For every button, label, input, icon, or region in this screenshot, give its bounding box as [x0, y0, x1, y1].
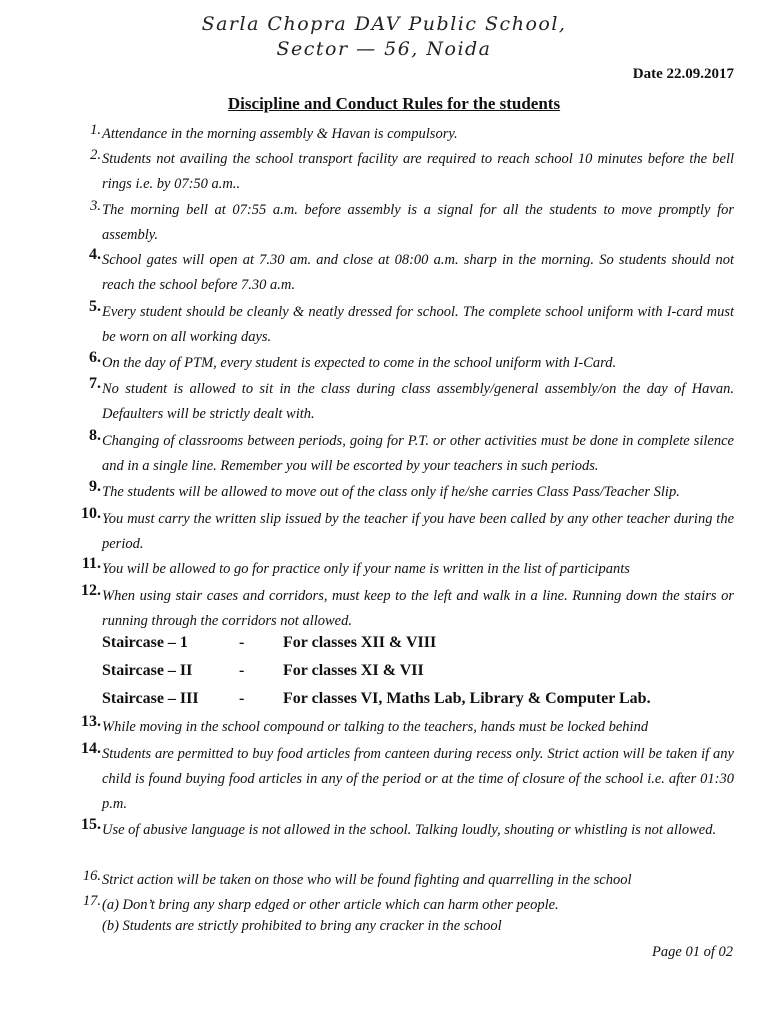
rule-number: 10.	[81, 505, 101, 522]
page-title: Discipline and Conduct Rules for the students	[227, 94, 561, 113]
rule-number: 8.	[89, 427, 101, 444]
rule-item	[78, 557, 734, 582]
rule-text: (a) Don’t bring any sharp edged or other article which can harm other people.	[102, 897, 559, 913]
rule-text: Students are permitted to buy food articles from canteen during recess only. Strict action will be taken if any child is found buying food articles in any of the period or at the time of closure of the school i.e. after 01:30 p.m.	[102, 746, 734, 812]
rule-text: No student is allowed to sit in the class during class assembly/general assembly/on the day of Havan. Defaulters will be strictly dealt with.	[102, 381, 734, 422]
rule-number: 9.	[89, 478, 101, 495]
staircase-classes: For classes VI, Maths Lab, Library & Computer Lab.	[283, 690, 651, 707]
rule-number: 4.	[89, 246, 101, 263]
staircase-dash: -	[239, 634, 245, 651]
rule-number: 6.	[89, 349, 101, 366]
rule-item	[78, 198, 734, 248]
rule-number: 7.	[89, 375, 101, 392]
rule-item	[78, 507, 734, 557]
rule-text: Use of abusive language is not allowed in the school. Talking loudly, shouting or whistling is not allowed.	[102, 822, 717, 838]
rule-text: While moving in the school compound or talking to the teachers, hands must be locked behind	[102, 719, 649, 735]
rule-text: School gates will open at 7.30 am. and close at 08:00 a.m. sharp in the morning. So students should not reach the school before 7.30 a.m.	[102, 252, 734, 293]
page-number: Page 01 of 02	[652, 944, 733, 960]
rule-item	[78, 818, 734, 843]
rule-number: 15.	[81, 816, 101, 833]
rule-number: 11.	[81, 555, 101, 572]
rule-text: Students not availing the school transport facility are required to reach school 10 minutes before the bell rings i.e. by 07:50 a.m..	[102, 151, 734, 192]
rule-text: The students will be allowed to move out of the class only if he/she carries Class Pass/Teacher Slip.	[102, 484, 680, 500]
staircase-dash: -	[239, 690, 245, 707]
rule-item	[78, 893, 734, 918]
rule-text: Strict action will be taken on those who will be found fighting and quarrelling in the school	[102, 872, 632, 888]
rule-item	[78, 480, 734, 505]
rule-text: Every student should be cleanly & neatly dressed for school. The complete school uniform with I-card must be worn on all working days.	[102, 304, 734, 345]
school-name: Sarla Chopra DAV Public School,	[201, 13, 567, 35]
rule-number: 13.	[81, 713, 101, 730]
staircase-classes: For classes XI & VII	[283, 662, 424, 679]
school-address: Sector — 56, Noida	[276, 38, 492, 60]
rule-item	[78, 715, 734, 740]
staircase-name: Staircase – III	[102, 690, 199, 707]
document-date: Date 22.09.2017	[632, 66, 734, 82]
rule-item	[78, 248, 734, 298]
rule-number: 14.	[81, 740, 101, 757]
staircase-classes: For classes XII & VIII	[283, 634, 437, 651]
rule-item	[78, 584, 734, 634]
rule-number: 16.	[82, 868, 101, 884]
rule-number: 2.	[90, 147, 101, 163]
rule-number: 5.	[89, 298, 101, 315]
rule-item	[78, 147, 734, 197]
rule-text: On the day of PTM, every student is expected to come in the school uniform with I-Card.	[102, 355, 617, 371]
rule-number: 3.	[90, 198, 101, 214]
rule-text: Changing of classrooms between periods, going for P.T. or other activities must be done in complete silence and in a single line. Remember you will be escorted by your teachers in such periods.	[102, 433, 734, 474]
rule-item	[78, 742, 734, 817]
staircase-name: Staircase – 1	[102, 634, 188, 651]
rule-subitem: (b) Students are strictly prohibited to bring any cracker in the school	[102, 918, 502, 934]
rule-number: 1.	[90, 122, 101, 138]
staircase-name: Staircase – II	[102, 662, 193, 679]
rule-text: Attendance in the morning assembly & Havan is compulsory.	[102, 126, 458, 142]
rule-text: You will be allowed to go for practice only if your name is written in the list of participants	[102, 561, 630, 577]
rule-text: The morning bell at 07:55 a.m. before assembly is a signal for all the students to move promptly for assembly.	[102, 202, 734, 243]
rule-number: 17.	[82, 893, 101, 909]
rule-number: 12.	[81, 582, 101, 599]
rule-item	[78, 122, 734, 147]
rule-text: When using stair cases and corridors, must keep to the left and walk in a line. Running down the stairs or running through the corridors not allowed.	[102, 588, 734, 629]
rule-text: You must carry the written slip issued by the teacher if you have been called by any other teacher during the period.	[102, 511, 734, 552]
rule-item	[78, 300, 734, 350]
rule-item	[78, 351, 734, 376]
rule-item	[78, 429, 734, 479]
rule-item	[78, 377, 734, 427]
rule-item	[78, 868, 734, 893]
staircase-dash: -	[239, 662, 245, 679]
